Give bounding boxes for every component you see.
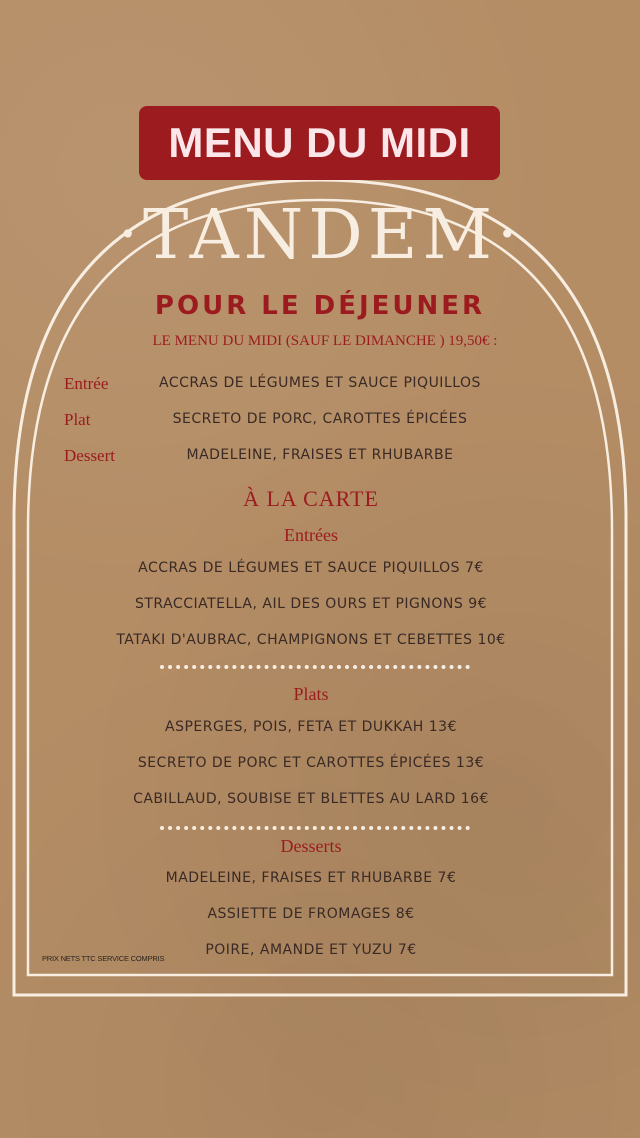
brand-dot-right: • (499, 217, 521, 251)
course-label-entree: Entrée (64, 374, 109, 393)
course-label-plat: Plat (64, 410, 91, 429)
course-dish-entree: ACCRAS DE LÉGUMES ET SAUCE PIQUILLOS (159, 375, 481, 391)
brand-dot-left: • (119, 217, 141, 251)
menu-item: TATAKI D'AUBRAC, CHAMPIGNONS ET CEBETTES 10€ (116, 632, 506, 648)
dotted-divider (160, 665, 470, 669)
menu-item: ASSIETTE DE FROMAGES 8€ (207, 906, 415, 922)
price-footnote: PRIX NETS TTC SERVICE COMPRIS (42, 954, 165, 963)
menu-item: MADELEINE, FRAISES ET RHUBARBE 7€ (165, 870, 457, 886)
menu-item: SECRETO DE PORC ET CAROTTES ÉPICÉES 13€ (137, 755, 485, 771)
menu-item: POIRE, AMANDE ET YUZU 7€ (205, 942, 417, 958)
course-dish-plat: SECRETO DE PORC, CAROTTES ÉPICÉES (172, 411, 468, 427)
course-dish-dessert: MADELEINE, FRAISES ET RHUBARBE (186, 447, 454, 463)
menu-item: STRACCIATELLA, AIL DES OURS ET PIGNONS 9€ (134, 596, 488, 612)
lunch-menu-price: LE MENU DU MIDI (SAUF LE DIMANCHE ) 19,50€ : (152, 333, 498, 349)
menu-item: CABILLAUD, SOUBISE ET BLETTES AU LARD 16€ (133, 791, 489, 807)
section-title-plats: Plats (293, 684, 329, 704)
brand-name: TANDEM (142, 196, 498, 275)
menu-item: ACCRAS DE LÉGUMES ET SAUCE PIQUILLOS 7€ (138, 560, 484, 576)
section-title-desserts: Desserts (280, 836, 342, 856)
course-label-dessert: Dessert (64, 446, 115, 465)
dotted-divider (160, 826, 470, 830)
menu-item: ASPERGES, POIS, FETA ET DUKKAH 13€ (165, 719, 457, 735)
brand-logo (0, 196, 640, 281)
lunch-title: POUR LE DÉJEUNER (154, 291, 486, 321)
a-la-carte-title: À LA CARTE (243, 486, 379, 511)
section-title-entrees: Entrées (284, 525, 338, 545)
menu-du-midi-banner: MENU DU MIDI (139, 106, 500, 180)
